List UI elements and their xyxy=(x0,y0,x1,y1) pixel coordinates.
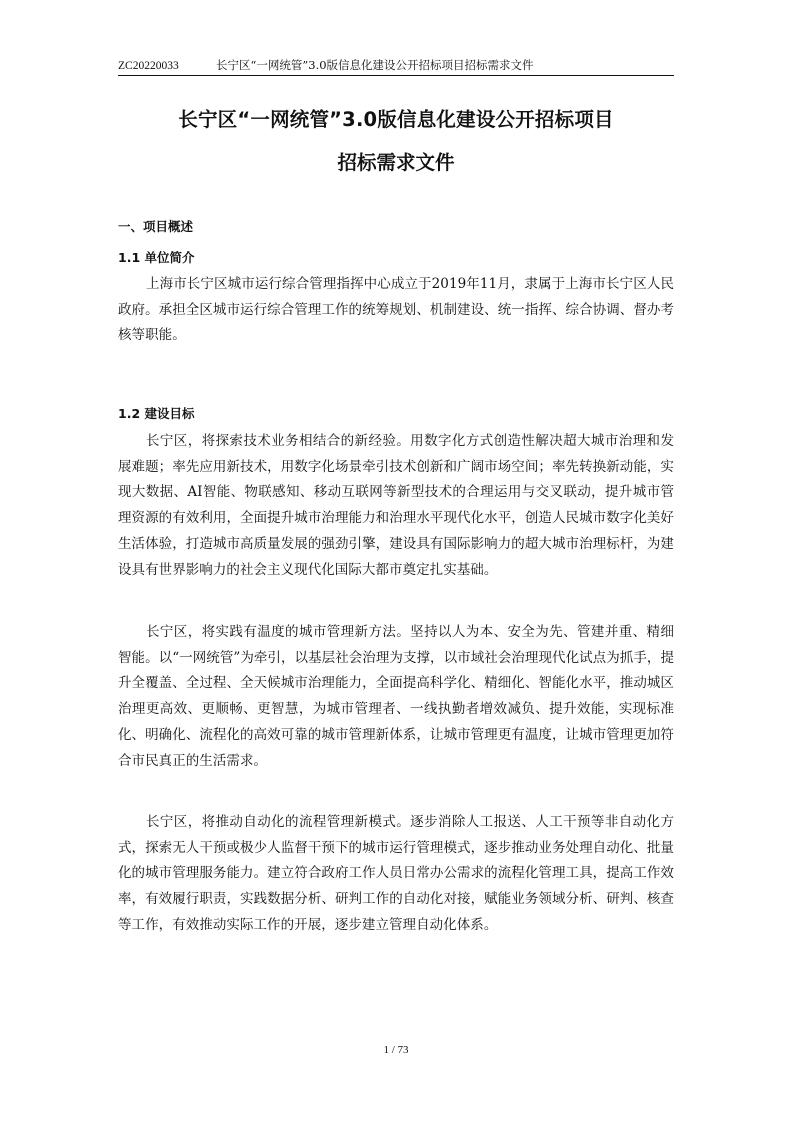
document-code: ZC20220033 xyxy=(118,60,179,72)
paragraph-goals-1: 长宁区，将探索技术业务相结合的新经验。用数字化方式创造性解决超大城市治理和发展难题；率先应用新技术，用数字化场景牵引技术创新和广阔市场空间；率先转换新动能，实现大数据、AI智能、物联感知、移动互联网等新型技术的合理运用与交叉联动，提升城市管理资源的有效利用，全面提升城市治理能力和治理水平现代化水平，创造人民城市数字化美好生活体验，打造城市高质量发展的强劲引擎，建设具有国际影响力的超大城市治理标杆，为建设具有世界影响力的社会主义现代化国际大都市奠定扎实基础。 xyxy=(118,433,674,578)
paragraph-goals-2: 长宁区，将实践有温度的城市管理新方法。坚持以人为本、安全为先、管建并重、精细智能。以“一网统管”为牵引，以基层社会治理为支撑，以市域社会治理现代化试点为抓手，提升全覆盖、全过程、全天候城市治理能力，全面提高科学化、精细化、智能化水平，推动城区治理更高效、更顺畅、更智慧，为城市管理者、一线执勤者增效减负、提升效能，实现标准化、明确化、流程化的高效可靠的城市管理新体系，让城市管理更有温度，让城市管理更加符合市民真正的生活需求。 xyxy=(118,624,674,769)
page-number: 1 / 73 xyxy=(383,1044,409,1056)
header-title: 长宁区“一网统管”3.0版信息化建设公开招标项目招标需求文件 xyxy=(216,58,534,72)
subsection-heading-unit-intro: 1.1 单位简介 xyxy=(118,250,195,265)
document-title-line1: 长宁区“一网统管”3.0版信息化建设公开招标项目 xyxy=(178,108,614,131)
paragraph-goals-3: 长宁区，将推动自动化的流程管理新模式。逐步消除人工报送、人工干预等非自动化方式，探索无人干预或极少人监督干预下的城市运行管理模式，逐步推动业务处理自动化、批量化的城市管理服务能力。建立符合政府工作人员日常办公需求的流程化管理工具，提高工作效率，有效履行职责，实践数据分析、研判工作的自动化对接，赋能业务领域分析、研判、核查等工作，有效推动实际工作的开展，逐步建立管理自动化体系。 xyxy=(118,814,674,933)
subsection-heading-goals: 1.2 建设目标 xyxy=(118,406,195,421)
header-divider xyxy=(118,75,674,76)
section-heading-overview: 一、项目概述 xyxy=(118,219,194,234)
document-title-line2: 招标需求文件 xyxy=(337,151,455,174)
running-header xyxy=(118,56,674,74)
paragraph-unit-intro: 上海市长宁区城市运行综合管理指挥中心成立于2019年11月，隶属于上海市长宁区人民政府。承担全区城市运行综合管理工作的统筹规划、机制建设、统一指挥、综合协调、督办考核等职能。 xyxy=(118,276,674,344)
